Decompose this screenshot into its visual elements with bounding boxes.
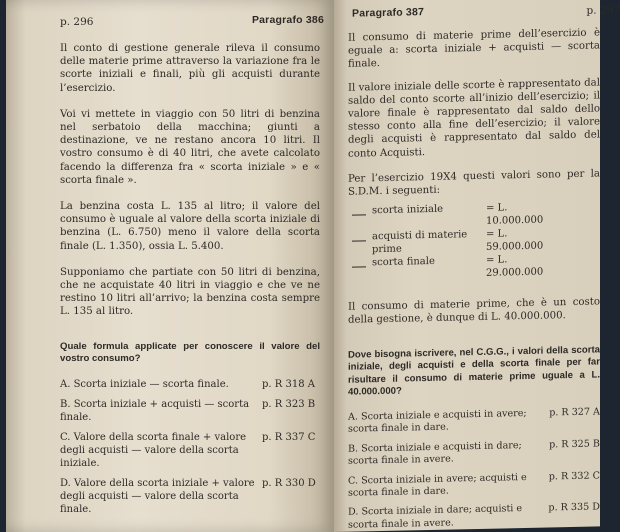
paragraph: Il valore iniziale delle scorte è rappresentato dal saldo del conto scorte all’inizio dell’esercizio; il valore finale è rappresentato dal saldo dello stesso conto alla fine dell’esercizio; il valore degli acquisti è rappresentato dal saldo del conto Acquisti.	[348, 77, 600, 160]
left-section-title: Paragrafo 386	[251, 14, 324, 26]
row-value: = L. 10.000.000	[486, 202, 544, 228]
blank-line	[352, 257, 366, 268]
paragraph: Il consumo di materie prime dell’esercizio è eguale a: scorta iniziale + acquisti — scorta finale.	[348, 27, 600, 71]
blank-line	[352, 205, 366, 216]
answer-option-b[interactable]	[348, 438, 600, 468]
option-text: C. Scorta iniziale in avere; acquisti e scorta finale in dare.	[348, 471, 527, 499]
row-label: acquisti di materie prime	[372, 229, 468, 256]
option-reference: p. R 337 C	[262, 431, 316, 443]
option-reference: p. R 325 B	[549, 438, 600, 451]
option-text: A. Scorta iniziale — scorta finale.	[60, 378, 229, 390]
paragraph: Supponiamo che partiate con 50 litri di benzina, che ne acquistate 40 litri in viaggio e che ve ne restino 10 litri all’arrivo; la benzina costa sempre L. 135 al litro.	[60, 266, 320, 318]
paragraph: La benzina costa L. 135 al litro; il valore del consumo è uguale al valore della scorta iniziale di benzina (L. 6.750) meno il valore della scorta finale (L. 1.350), ossia L. 5.400.	[60, 201, 320, 252]
left-running-head	[60, 14, 324, 32]
row-label: scorta finale	[372, 256, 435, 269]
option-reference: p. R 323 B	[262, 398, 316, 410]
table-row	[352, 252, 600, 283]
values-table	[352, 200, 600, 283]
left-page-number: p. 296	[60, 16, 94, 28]
blank-line	[352, 231, 366, 242]
question: Quale formula applicate per conoscere il valore del vostro consumo?	[60, 340, 320, 365]
answer-option-d[interactable]	[348, 502, 600, 532]
option-text: D. Scorta iniziale in dare; acquisti e scorta finale in avere.	[348, 503, 523, 531]
answer-option-c[interactable]	[60, 431, 320, 470]
answer-option-c[interactable]	[348, 470, 600, 500]
option-reference: p. R 335 D	[548, 501, 600, 514]
row-value: = L. 59.000.000	[486, 228, 544, 254]
right-page-number: p. 297	[586, 4, 620, 17]
option-reference: p. R 327 A	[549, 406, 600, 419]
answer-option-a[interactable]	[60, 378, 320, 391]
paragraph: Per l’esercizio 19X4 questi valori sono per la S.D.M. i seguenti:	[348, 168, 600, 198]
answer-option-d[interactable]	[60, 477, 320, 516]
question: Dove bisogna iscrivere, nel C.G.G., i valori della scorta iniziale, degli acquisti e della scorta finale per far risultare il consumo di materie prime uguale a L. 40.000.000?	[348, 344, 600, 399]
option-text: D. Valore della scorta iniziale + valore degli acquisti — valore della scorta finale.	[60, 477, 255, 515]
row-label: scorta iniziale	[372, 203, 444, 217]
option-text: A. Scorta iniziale e acquisti in avere; scorta finale in dare.	[348, 407, 527, 436]
option-reference: p. R 318 A	[262, 378, 315, 390]
option-text: B. Scorta iniziale + acquisti — scorta finale.	[60, 398, 250, 423]
paragraph: Voi vi mettete in viaggio con 50 litri di benzina nel serbatoio della macchina; giunti a destinazione, ve ne restano ancora 10 litri. Il vostro consumo è di 40 litri, che avete calcolato facendo la differenza fra « scorta iniziale » e « scorta finale ».	[60, 108, 320, 186]
answer-option-b[interactable]	[60, 398, 320, 424]
option-reference: p. R 332 C	[548, 470, 600, 483]
paragraph: Il consumo di materie prime, che è un costo della gestione, è dunque di L. 40.000.000.	[348, 296, 600, 327]
right-page	[334, 0, 620, 532]
option-text: C. Valore della scorta finale + valore degli acquisti — valore della scorta iniziale.	[60, 431, 247, 469]
row-value: = L. 29.000.000	[486, 254, 544, 280]
option-reference: p. R 330 D	[262, 477, 316, 489]
paragraph: Il conto di gestione generale rileva il consumo delle materie prime attraverso la variazione fra le scorte iniziali e finali, più gli acquisti durante l’esercizio.	[60, 43, 320, 94]
left-page	[6, 0, 334, 532]
option-text: B. Scorta iniziale e acquisti in dare; scorta finale in avere.	[348, 439, 522, 467]
answer-option-a[interactable]	[348, 406, 600, 436]
right-section-title: Paragrafo 387	[352, 6, 425, 20]
